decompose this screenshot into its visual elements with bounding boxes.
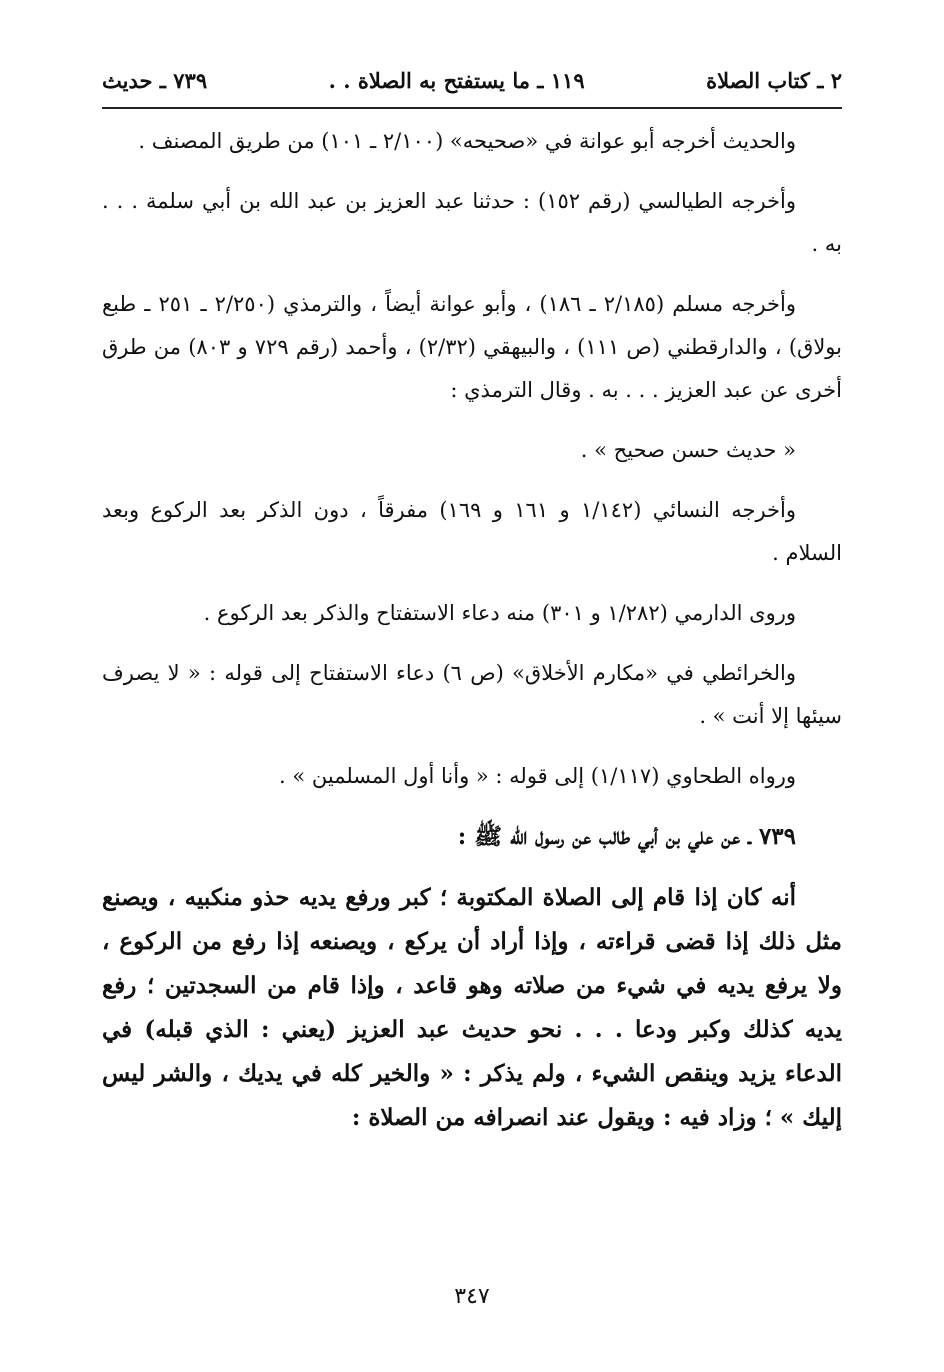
hadith-text: أنه كان إذا قام إلى الصلاة المكتوبة ؛ كبر ورفع يديه حذو منكبيه ، ويصنع مثل ذلك إذا قضى قراءته ، وإذا أراد أن يركع ، ويصنعه إذا رفع من الركوع ، ولا يرفع يديه في شيء من صلاته وهو قاعد ، وإذا قام من السجدتين ؛ رفع يديه كذلك وكبر ودعا . . . نحو حديث عبد العزيز (يعني : الذي قبله) في الدعاء يزيد وينقص الشيء ، ولم يذكر : « والخير كله في يديك ، والشر ليس إليك » ؛ وزاد فيه : ويقول عند انصرافه من الصلاة : [102,884,842,1131]
page-number: ٣٤٧ [454,1284,490,1309]
footnote-paragraph: ورواه الطحاوي (١/١١٧) إلى قوله : « وأنا أول المسلمين » . [279,764,796,788]
header-divider [102,107,842,109]
footnote-paragraph: وأخرجه الطيالسي (رقم ١٥٢) : حدثنا عبد العزيز بن عبد الله بن أبي سلمة . . . به . [102,189,842,256]
footnote-paragraph: وروى الدارمي (١/٢٨٢ و ٣٠١) منه دعاء الاستفتاح والذكر بعد الركوع . [203,601,796,625]
quoted-grading: « حديث حسن صحيح » . [580,438,796,462]
footnote-paragraph: والحديث أخرجه أبو عوانة في «صحيحه» (٢/١٠٠ ـ ١٠١) من طريق المصنف . [138,129,796,153]
running-header [102,60,842,100]
page-body [102,120,842,1140]
footnote-paragraph: والخرائطي في «مكارم الأخلاق» (ص ٦) دعاء الاستفتاح إلى قوله : « لا يصرف سيئها إلا أنت » . [102,661,842,728]
header-hadith-number: ٧٣٩ ـ حديث [102,67,208,93]
header-chapter-title: ١١٩ ـ ما يستفتح به الصلاة . . [328,67,585,93]
footnote-paragraph: وأخرجه النسائي (١/١٤٢ و ١٦١ و ١٦٩) مفرقاً ، دون الذكر بعد الركوع وبعد السلام . [102,498,842,565]
footnote-paragraph: وأخرجه مسلم (٢/١٨٥ ـ ١٨٦) ، وأبو عوانة أيضاً ، والترمذي (٢/٢٥٠ ـ ٢٥١ ـ طبع بولاق) ، والدارقطني (ص ١١١) ، والبيهقي (٢/٣٢) ، وأحمد (رقم ٧٢٩ و ٨٠٣) من طرق أخرى عن عبد العزيز . . . به . وقال الترمذي : [102,292,842,402]
header-book-title: ٢ ـ كتاب الصلاة [706,67,842,93]
hadith-heading: ٧٣٩ ـ عن علي بن أبي طالب عن رسول الله ﷺ : [457,823,796,850]
